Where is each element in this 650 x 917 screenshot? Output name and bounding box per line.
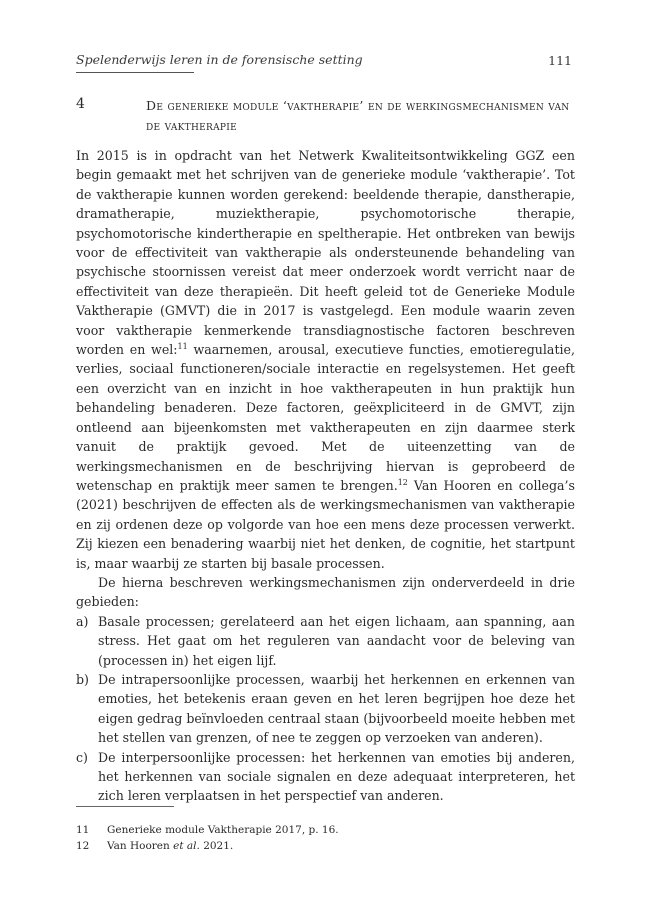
footnote-text — [107, 838, 233, 854]
footnote-text-before: Van Hooren — [107, 840, 174, 852]
section-title: De generieke module ‘vaktherapie’ en de werkingsmechanismen van de vaktherapie — [146, 98, 570, 133]
footnote-number: 12 — [76, 840, 90, 852]
footnote-rule — [76, 806, 174, 807]
paragraph-2: De hierna beschreven werkingsmechanismen zijn onderverdeeld in drie gebieden: — [76, 574, 575, 610]
list-item-label: a) — [76, 613, 89, 629]
list-item-text: Basale processen; gerelateerd aan het eigen lichaam, aan spanning, aan stress. Het gaat om het reguleren van aandacht voor de beleving van (processen in) het eigen lijf. — [98, 613, 575, 668]
list-item — [76, 748, 575, 806]
footnotes — [76, 822, 339, 854]
list-item-label: b) — [76, 671, 89, 687]
list-item — [76, 612, 575, 670]
footnote-number: 11 — [76, 824, 90, 836]
footnote-text-italic: et al. — [173, 840, 200, 852]
list-item — [76, 670, 575, 748]
list-item-label: c) — [76, 749, 88, 765]
paragraph-1-part-a: In 2015 is in opdracht van het Netwerk Kwaliteitsontwikkeling GGZ een begin gemaakt met het schrijven van de generieke module ‘vaktherapie’. Tot de vaktherapie kunnen worden gerekend: beeldende therapie, danstherapie, dramatherapie, muziektherapie, psychomotorische therapie, psychomotorische kindertherapie en speltherapie. Het ontbreken van bewijs voor de effectiviteit van vaktherapie als ondersteunende behandeling van psychische stoornissen vereist dat meer onderzoek wordt verricht naar de effectiviteit van deze therapieën. Dit heeft geleid tot de Generieke Module Vaktherapie (GMVT) die in 2017 is vastgelegd. Een module waarin zeven voor vaktherapie kenmerkende transdiagnostische factoren beschreven worden en wel: — [76, 148, 575, 358]
paragraph-1-part-c: Van Hooren en collega’s (2021) beschrijven de effecten als de werkingsmechanismen van vaktherapie en zij ordenen deze op volgorde van hoe een mens deze processen verwerkt. Zij kiezen een benadering waarbij niet het denken, de cognitie, het startpunt is, maar waarbij ze starten bij basale processen. — [76, 477, 575, 571]
mechanism-list — [76, 612, 575, 806]
page-number: 111 — [548, 53, 572, 68]
header-rule — [76, 72, 194, 73]
body-text — [76, 146, 575, 806]
footnote-text-after: 2021. — [199, 840, 234, 852]
footnote-text: Generieke module Vaktherapie 2017, p. 16. — [107, 824, 339, 836]
running-head-title: Spelenderwijs leren in de forensische setting — [76, 52, 363, 67]
list-item-text: De interpersoonlijke processen: het herkennen van emoties bij anderen, het herkennen van sociale signalen en deze adequaat interpreteren, het zich leren verplaatsen in het perspectief van anderen. — [98, 749, 575, 804]
paragraph-1 — [76, 146, 575, 573]
section-number: 4 — [76, 96, 85, 112]
paragraph-1-part-b: waarnemen, arousal, executieve functies, emotieregulatie, verlies, sociaal functioneren/sociale interactie en regelsystemen. Het geeft een overzicht van en inzicht in hoe vaktherapeuten in hun praktijk hun behandeling benaderen. Deze factoren, geëxpliciteerd in de GMVT, zijn ontleend aan bijeenkomsten met vaktherapeuten en zijn daarmee sterk vanuit de praktijk gevoed. Met de uiteenzetting van de werkingsmechanismen en de beschrijving hiervan is geprobeerd de wetenschap en praktijk meer samen te brengen. — [76, 342, 575, 493]
footnote-ref-12[interactable]: 12 — [397, 477, 408, 487]
footnote-12 — [76, 838, 339, 854]
footnote-11 — [76, 822, 339, 838]
list-item-text: De intrapersoonlijke processen, waarbij het herkennen en erkennen van emoties, het betekenis eraan geven en het leren begrijpen hoe deze het eigen gedrag beïnvloeden centraal staan (bijvoorbeeld moeite hebben met het stellen van grenzen, of nee te zeggen op verzoeken van anderen). — [98, 671, 575, 746]
footnote-ref-11[interactable]: 11 — [177, 341, 188, 351]
